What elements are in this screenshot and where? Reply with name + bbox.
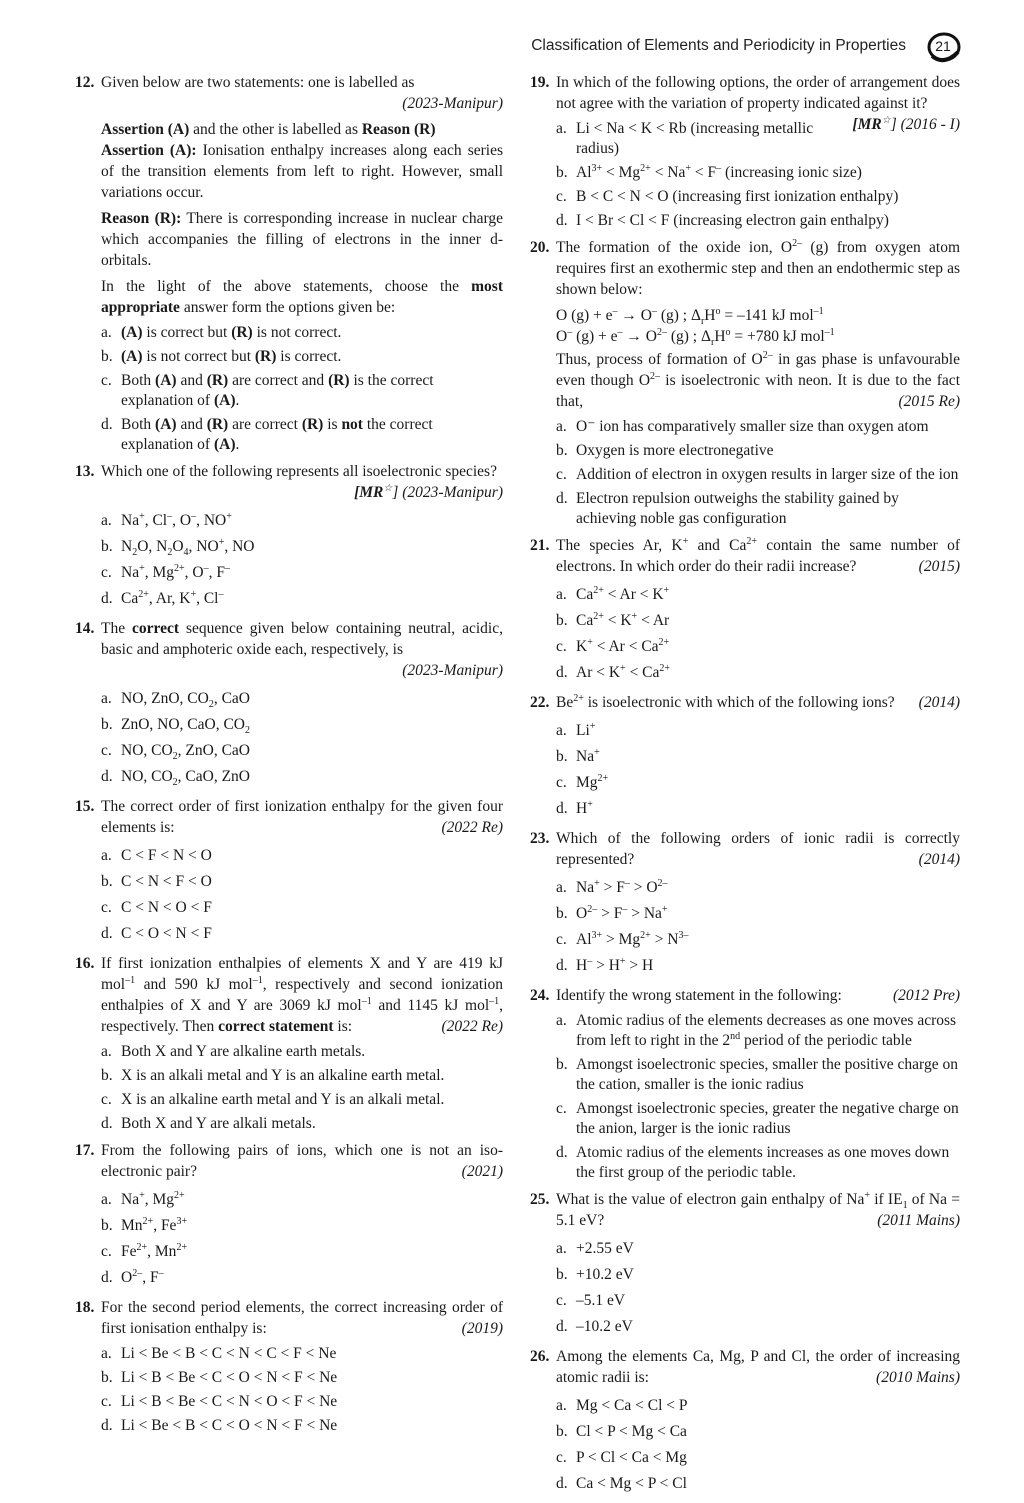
question-number: 15. xyxy=(75,798,95,815)
mr-tag: [MR xyxy=(354,484,384,501)
question-number: 26. xyxy=(530,1348,550,1365)
reason-text: There is corresponding increase in nuclear charge which accompanies the filling of electrons in the inner d-orbitals. xyxy=(101,210,503,269)
option-text: (A) xyxy=(121,324,143,341)
question-text: Identify the wrong statement in the following: xyxy=(556,987,842,1004)
option-d: d. Ca < Mg < P < Cl xyxy=(556,1475,687,1492)
option-d: d. Both X and Y are alkali metals. xyxy=(101,1115,316,1132)
option-text: is the correct explanation of xyxy=(121,372,434,409)
assertion-label: Assertion (A) xyxy=(101,121,190,138)
source-tag: (2015) xyxy=(918,558,960,575)
option-letter: d. xyxy=(101,416,113,433)
option-text: is correct but xyxy=(142,324,232,341)
option-c: c. Addition of electron in oxygen results in larger size of the ion xyxy=(556,466,959,483)
option-b: b. Cl < P < Mg < Ca xyxy=(556,1423,687,1440)
option-b: b. C < N < F < O xyxy=(101,873,212,890)
option-b: b. ZnO, NO, CaO, $CO_2$ xyxy=(101,716,250,737)
option-b: b. Na+ xyxy=(556,746,600,765)
option-d: d. Electron repulsion outweighs the stability gained by achieving noble gas configuration xyxy=(556,490,899,527)
question-23 xyxy=(530,828,960,979)
source-tag: [MR☆] (2016 - I) xyxy=(852,114,960,133)
option-c: c. $K^+ < Ar < Ca^{2+}$ xyxy=(556,636,670,655)
question-number: 12. xyxy=(75,74,95,91)
option-a: a. Na+, Cl–, O–, NO+ xyxy=(101,510,232,529)
option-text: Li < Be < B < C < O < N < F < Ne xyxy=(121,1417,338,1434)
option-text: (R) xyxy=(206,416,229,433)
option-d: d. $Ca^{2+}$, Ar, K+, Cl– xyxy=(101,588,224,607)
reason-label: Reason (R) xyxy=(361,121,436,138)
option-b: b. X is an alkali metal and Y is an alkaline earth metal. xyxy=(101,1067,445,1084)
option-text: is correct. xyxy=(276,348,342,365)
option-text: +10.2 eV xyxy=(576,1266,634,1283)
question-17 xyxy=(75,1140,503,1291)
chapter-title: Classification of Elements and Periodicity in Properties xyxy=(531,37,906,54)
option-a: a. Li < Na < K < Rb (increasing metallic radius) xyxy=(556,120,814,157)
option-c: c. P < Cl < Ca < Mg xyxy=(556,1449,687,1466)
option-text: Ca < Mg < P < Cl xyxy=(576,1475,687,1492)
option-text: P < Cl < Ca < Mg xyxy=(576,1449,687,1466)
source-text: ] (2016 - I) xyxy=(890,116,960,133)
option-text: –5.1 eV xyxy=(576,1292,626,1309)
option-a: a. Li < Be < B < C < N < C < F < Ne xyxy=(101,1345,337,1362)
option-text: (A) xyxy=(213,392,236,409)
source-tag: (2021) xyxy=(461,1163,503,1180)
question-26 xyxy=(530,1346,960,1497)
source-tag: (2023-Manipur) xyxy=(402,95,503,112)
option-text: (A) xyxy=(121,348,143,365)
option-text: C < F < N < O xyxy=(121,847,212,864)
option-d: d. C < O < N < F xyxy=(101,925,212,942)
option-d xyxy=(101,415,503,455)
emphasis: most appropriate xyxy=(101,278,503,316)
option-b: b. $Al^{3+} < Mg^{2+} < Na^+ < F^-$ (increasing ionic size) xyxy=(556,162,862,181)
question-20: 20. The formation of the oxide ion, $O^{2-}$ (g) from oxygen atom requires first an exothermic step and then an endothermic step as shown below: O (g) + e– → O– (g) ; $\Delta_rH^o = -141$ kJ mol$^{-1}$ O– $(g) + e^- \to O^{2-}$ (g) ; $\Delta_rH^o = +780$ kJ mol$^{-1}$ Thus, process of formation of $O^{2-}$ in gas phase is unfavourable even though $O^{2-}$ is isoelectronic with neon. It is due to the fact that, (2015 Re) a. O⁻ ion has comparatively smaller size than oxygen atom b. Oxygen is more electronegative c. Addition of electron in oxygen results in larger size of the ion d. Electron repulsion outweighs the stability gained by achieving noble gas configuration xyxy=(530,237,960,527)
right-column xyxy=(530,72,960,1503)
question-text: From the following pairs of ions, which one is not an iso-electronic pair? xyxy=(101,1142,503,1180)
option-d: d. $O^{2-}$, F– xyxy=(101,1267,164,1286)
option-text: C < O < N < F xyxy=(121,925,212,942)
question-number: 22. xyxy=(530,694,550,711)
option-letter: c. xyxy=(101,372,112,389)
question-number: 18. xyxy=(75,1299,95,1316)
option-text: –10.2 eV xyxy=(576,1318,633,1335)
option-b: b. $Mn^{2+}$, $Fe^{3+}$ xyxy=(101,1215,188,1234)
option-c: c. $Mg^{2+}$ xyxy=(556,772,609,791)
option-text: (A) xyxy=(155,416,177,433)
question-24 xyxy=(530,985,960,1183)
question-14 xyxy=(75,618,503,790)
option-text: Li < B < Be < C < N < O < F < Ne xyxy=(121,1393,338,1410)
question-number: 16. xyxy=(75,955,95,972)
option-b: b. +10.2 eV xyxy=(556,1266,634,1283)
option-a xyxy=(101,323,503,343)
option-text: . xyxy=(235,436,240,453)
option-text: X is an alkali metal and Y is an alkaline earth metal. xyxy=(121,1067,445,1084)
question-number: 23. xyxy=(530,830,550,847)
option-text: (R) xyxy=(254,348,277,365)
question-number: 13. xyxy=(75,463,95,480)
option-d: d. I < Br < Cl < F (increasing electron gain enthalpy) xyxy=(556,212,889,229)
question-number: 25. xyxy=(530,1191,550,1208)
option-b: b. $N_2O$, $N_2O_4$, NO+, NO xyxy=(101,536,255,559)
option-a: a. Na+, $Mg^{2+}$ xyxy=(101,1189,185,1208)
option-text: (R) xyxy=(206,372,229,389)
option-c: c. $Fe^{2+}$, $Mn^{2+}$ xyxy=(101,1241,188,1260)
option-b xyxy=(101,347,503,367)
option-a: a. Atomic radius of the elements decreases as one moves across from left to right in the 2nd period of the periodic table xyxy=(556,1012,957,1049)
question-text: In the light of the above statements, choose the xyxy=(101,278,472,295)
option-b: b. Amongst isoelectronic species, smaller the positive charge on the cation, smaller is the ionic radius xyxy=(556,1056,958,1093)
option-a: a. +2.55 eV xyxy=(556,1240,634,1257)
option-text: Oxygen is more electronegative xyxy=(576,442,774,459)
option-a: a. C < F < N < O xyxy=(101,847,212,864)
question-text: The xyxy=(101,620,133,637)
question-text: Which one of the following represents all isoelectronic species? xyxy=(101,463,497,480)
source-tag: (2015 Re) xyxy=(898,393,960,410)
option-letter: a. xyxy=(101,324,112,341)
option-text: Mg < Ca < Cl < P xyxy=(576,1397,688,1414)
option-text: Both xyxy=(121,372,156,389)
option-d: d. Atomic radius of the elements increases as one moves down the first group of the periodic table. xyxy=(556,1144,950,1181)
option-c: c. Amongst isoelectronic species, greater the negative charge on the anion, larger is the ionic radius xyxy=(556,1100,959,1137)
question-number: 24. xyxy=(530,987,550,1004)
option-text: is xyxy=(323,416,342,433)
source-tag: (2014) xyxy=(918,694,960,711)
question-text: and the other is labelled as xyxy=(189,121,362,138)
option-text: are correct and xyxy=(228,372,329,389)
question-21: 21. The species Ar, K+ and $Ca^{2+}$ contain the same number of electrons. In which order do their radii increase? (2015) a. $Ca^{2+} < Ar < K^+$ b. $Ca^{2+} < K^+ < Ar$ c. $K^+ < Ar < Ca^{2+}$ d. $Ar < K^+ < Ca^{2+}$ xyxy=(530,535,960,681)
option-text: Li < B < Be < C < O < N < F < Ne xyxy=(121,1369,338,1386)
question-number: 19. xyxy=(530,74,550,91)
question-18 xyxy=(75,1297,503,1436)
question-text: Among the elements Ca, Mg, P and Cl, the order of increasing atomic radii is: xyxy=(556,1348,960,1386)
assertion-text: Ionisation enthalpy increases along each series of the transition elements from left to right. However, small variations occur. xyxy=(101,142,503,201)
option-text: O⁻ ion has comparatively smaller size than oxygen atom xyxy=(576,418,929,435)
option-c: c. B < C < N < O (increasing first ionization enthalpy) xyxy=(556,188,899,205)
page-number-badge xyxy=(926,32,960,62)
source-tag: (2014) xyxy=(918,851,960,868)
option-d: d. $Ar < K^+ < Ca^{2+}$ xyxy=(556,662,671,681)
source-tag: [MR☆] (2023-Manipur) xyxy=(354,482,503,501)
source-tag: (2019) xyxy=(461,1320,503,1337)
assertion-heading: Assertion (A): xyxy=(101,142,197,159)
option-text: (A) xyxy=(155,372,177,389)
option-c: c. NO, $CO_2$, ZnO, CaO xyxy=(101,742,250,763)
option-a: a. Mg < Ca < Cl < P xyxy=(556,1397,688,1414)
question-number: 21. xyxy=(530,537,550,554)
option-text: Both X and Y are alkaline earth metals. xyxy=(121,1043,366,1060)
option-text: (A) xyxy=(213,436,236,453)
option-b: b. $Ca^{2+} < K^+ < Ar$ xyxy=(556,610,670,629)
page-number: 21 xyxy=(935,38,951,54)
option-text: (R) xyxy=(328,372,350,389)
option-a: a. $Na^+ > F^- > O^{2-}$ xyxy=(556,877,668,896)
option-text: Cl < P < Mg < Ca xyxy=(576,1423,687,1440)
option-a: a. Both X and Y are alkaline earth metals. xyxy=(101,1043,366,1060)
source-tag: (2012 Pre) xyxy=(892,987,960,1004)
option-text: is not correct but xyxy=(142,348,255,365)
source-tag: (2023-Manipur) xyxy=(402,662,503,679)
question-text: For the second period elements, the correct increasing order of first ionisation enthalpy is: xyxy=(101,1299,503,1337)
question-number: 17. xyxy=(75,1142,95,1159)
option-c xyxy=(101,371,503,411)
option-text: C < N < F < O xyxy=(121,873,212,890)
question-number: 20. xyxy=(530,239,550,256)
page-header xyxy=(0,32,1024,62)
question-text: answer form the options given be: xyxy=(179,299,396,316)
question-13 xyxy=(75,461,503,612)
question-25: 25. What is the value of electron gain enthalpy of Na+ if $IE_1$ of Na = 5.1 eV? (2011 Mains) a. +2.55 eV b. +10.2 eV c. –5.1 eV d. –10.2 eV xyxy=(530,1189,960,1335)
option-d: d. Li < Be < B < C < O < N < F < Ne xyxy=(101,1417,338,1434)
option-text: and xyxy=(176,416,207,433)
option-c: c. Na+, $Mg^{2+}$, O–, F– xyxy=(101,562,230,581)
option-text: Li < Be < B < C < N < C < F < Ne xyxy=(121,1345,337,1362)
question-text: The correct order of first ionization enthalpy for the given four elements is: xyxy=(101,798,503,836)
option-text: Electron repulsion outweighs the stability gained by achieving noble gas configuration xyxy=(576,490,899,527)
option-text: C < N < O < F xyxy=(121,899,212,916)
option-text: . xyxy=(235,392,240,409)
option-d: d. NO, $CO_2$, CaO, ZnO xyxy=(101,768,250,789)
option-text: Both X and Y are alkali metals. xyxy=(121,1115,316,1132)
question-16: 16. If first ionization enthalpies of elements X and Y are 419 kJ mol$^{-1}$ and 590 kJ mol$^{-1}$, respectively and second ionization enthalpies of X and Y are 3069 kJ mol$^{-1}$ and 1145 kJ mol$^{-1}$, respectively. Then correct statement is: (2022 Re) a. Both X and Y are alkaline earth metals. b. X is an alkali metal and Y is an alkaline earth metal. c. X is an alkaline earth metal and Y is an alkali metal. d. Both X and Y are alkali metals. xyxy=(75,955,504,1132)
option-text: X is an alkaline earth metal and Y is an alkali metal. xyxy=(121,1091,445,1108)
reason-heading: Reason (R): xyxy=(101,210,182,227)
question-number: 14. xyxy=(75,620,95,637)
option-a: a. $Ca^{2+} < Ar < K^+$ xyxy=(556,584,670,603)
option-text: +2.55 eV xyxy=(576,1240,634,1257)
question-15 xyxy=(75,796,503,947)
option-text: the correct explanation of xyxy=(121,416,433,453)
option-letter: b. xyxy=(101,348,113,365)
question-19 xyxy=(530,72,960,231)
option-c: c. X is an alkaline earth metal and Y is an alkali metal. xyxy=(101,1091,445,1108)
option-b: b. Li < B < Be < C < O < N < F < Ne xyxy=(101,1369,338,1386)
option-text: (R) xyxy=(231,324,253,341)
question-text: Given below are two statements: one is labelled as xyxy=(101,74,415,91)
source-tag: (2022 Re) xyxy=(441,1018,503,1035)
option-text: (R) xyxy=(301,416,324,433)
option-text: is not correct. xyxy=(252,324,342,341)
option-b: b. $O^{2-} > F^- > Na^+$ xyxy=(556,903,668,922)
question-22: 22. $Be^{2+}$ is isoelectronic with which of the following ions? (2014) a. Li+ b. Na+ c. $Mg^{2+}$ d. H+ xyxy=(530,692,960,817)
option-d: d. H+ xyxy=(556,798,593,817)
source-text: ] (2023-Manipur) xyxy=(392,484,503,501)
option-c: c. C < N < O < F xyxy=(101,899,212,916)
emphasis: correct statement xyxy=(218,1018,334,1035)
option-c: c. –5.1 eV xyxy=(556,1292,626,1309)
source-tag: (2022 Re) xyxy=(441,819,503,836)
option-text: and xyxy=(176,372,207,389)
question-text: Which of the following orders of ionic radii is correctly represented? xyxy=(556,830,960,868)
option-c: c. $Al^{3+} > Mg^{2+} > N^{3-}$ xyxy=(556,929,689,948)
left-column xyxy=(75,72,503,1442)
source-tag: (2011 Mains) xyxy=(877,1212,960,1229)
option-a: a. NO, ZnO, $CO_2$, CaO xyxy=(101,690,251,711)
option-a: a. Li+ xyxy=(556,720,596,739)
option-text: Addition of electron in oxygen results in larger size of the ion xyxy=(576,466,959,483)
question-text: In which of the following options, the order of arrangement does not agree with the variation of property indicated against it? xyxy=(556,74,960,112)
option-d: d. –10.2 eV xyxy=(556,1318,633,1335)
option-c: c. Li < B < Be < C < N < O < F < Ne xyxy=(101,1393,338,1410)
option-text: Both xyxy=(121,416,156,433)
question-12 xyxy=(75,72,503,455)
option-b: b. Oxygen is more electronegative xyxy=(556,442,774,459)
question-text: sequence given below containing neutral, acidic, basic and amphoteric oxide each, respectively, is xyxy=(101,620,503,658)
option-text: not xyxy=(341,416,363,433)
option-a: a. O⁻ ion has comparatively smaller size than oxygen atom xyxy=(556,418,929,435)
option-d: d. H– > H+ > H xyxy=(556,955,654,974)
emphasis: correct xyxy=(132,620,180,637)
option-text: are correct xyxy=(228,416,302,433)
mr-tag: [MR xyxy=(852,116,882,133)
source-tag: (2010 Mains) xyxy=(876,1369,960,1386)
